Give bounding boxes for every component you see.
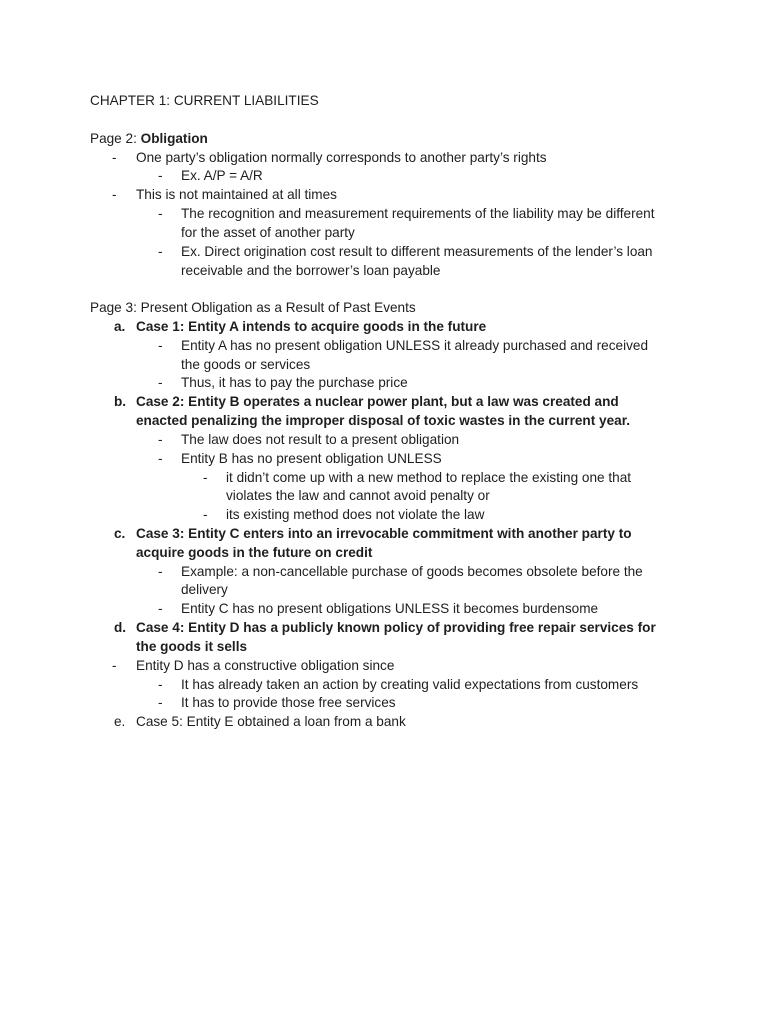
case-title: Case 2: Entity B operates a nuclear power plant, but a law was created and — [136, 394, 619, 409]
list-item-continuation: for the asset of another party — [181, 225, 355, 240]
list-item: Example: a non-cancellable purchase of goods becomes obsolete before the — [181, 564, 643, 579]
list-item: Entity A has no present obligation UNLESS it already purchased and received — [181, 338, 649, 353]
list-item: One party’s obligation normally corresponds to another party’s rights — [136, 150, 547, 165]
bullet-marker: - — [158, 432, 163, 447]
case-marker: d. — [114, 620, 127, 635]
list-item: Entity C has no present obligations UNLESS it becomes burdensome — [181, 601, 599, 616]
list-item: The law does not result to a present obligation — [181, 432, 460, 447]
list-item: It has already taken an action by creating valid expectations from customers — [181, 677, 639, 692]
list-item: Ex. Direct origination cost result to different measurements of the lender’s loan — [181, 244, 653, 259]
case-title: Case 3: Entity C enters into an irrevocable commitment with another party to — [136, 526, 632, 541]
case-title-continuation: acquire goods in the future on credit — [136, 545, 373, 560]
list-item: The recognition and measurement requirements of the liability may be different — [181, 206, 655, 221]
bullet-marker: - — [203, 470, 208, 485]
case-title: Case 5: Entity E obtained a loan from a bank — [136, 714, 406, 729]
case-title-continuation: enacted penalizing the improper disposal of toxic wastes in the current year. — [136, 413, 631, 428]
list-item-continuation: violates the law and cannot avoid penalty or — [226, 488, 490, 503]
bullet-marker: - — [112, 658, 117, 673]
page2-heading — [90, 130, 208, 148]
bullet-marker: - — [158, 206, 163, 221]
page3-heading: Page 3: Present Obligation as a Result of Past Events — [90, 300, 416, 315]
list-item-continuation: the goods or services — [181, 357, 311, 372]
list-item-continuation: delivery — [181, 582, 228, 597]
case-marker: e. — [114, 714, 126, 729]
bullet-marker: - — [158, 601, 163, 616]
case-title: Case 1: Entity A intends to acquire goods in the future — [136, 319, 487, 334]
list-item: Entity B has no present obligation UNLESS — [181, 451, 442, 466]
list-item-continuation: receivable and the borrower’s loan payable — [181, 263, 441, 278]
case-marker: c. — [114, 526, 126, 541]
page2-heading-bold: Obligation — [140, 131, 208, 146]
case-marker: b. — [114, 394, 127, 409]
list-item: Thus, it has to pay the purchase price — [181, 375, 408, 390]
case-title-continuation: the goods it sells — [136, 639, 248, 654]
bullet-marker: - — [158, 451, 163, 466]
bullet-marker: - — [158, 338, 163, 353]
bullet-marker: - — [112, 187, 117, 202]
chapter-title: CHAPTER 1: CURRENT LIABILITIES — [90, 93, 319, 108]
page2-prefix: Page 2: — [90, 131, 141, 146]
list-item: it didn’t come up with a new method to replace the existing one that — [226, 470, 632, 485]
case-title: Case 4: Entity D has a publicly known policy of providing free repair services for — [136, 620, 656, 635]
bullet-marker: - — [158, 375, 163, 390]
bullet-marker: - — [158, 695, 163, 710]
list-item: Entity D has a constructive obligation since — [136, 658, 395, 673]
list-item: This is not maintained at all times — [136, 187, 337, 202]
list-item: It has to provide those free services — [181, 695, 396, 710]
bullet-marker: - — [112, 150, 117, 165]
list-item: its existing method does not violate the law — [226, 507, 485, 522]
case-marker: a. — [114, 319, 126, 334]
bullet-marker: - — [158, 677, 163, 692]
bullet-marker: - — [158, 564, 163, 579]
bullet-marker: - — [158, 244, 163, 259]
bullet-marker: - — [203, 507, 208, 522]
bullet-marker: - — [158, 168, 163, 183]
list-item: Ex. A/P = A/R — [181, 168, 263, 183]
